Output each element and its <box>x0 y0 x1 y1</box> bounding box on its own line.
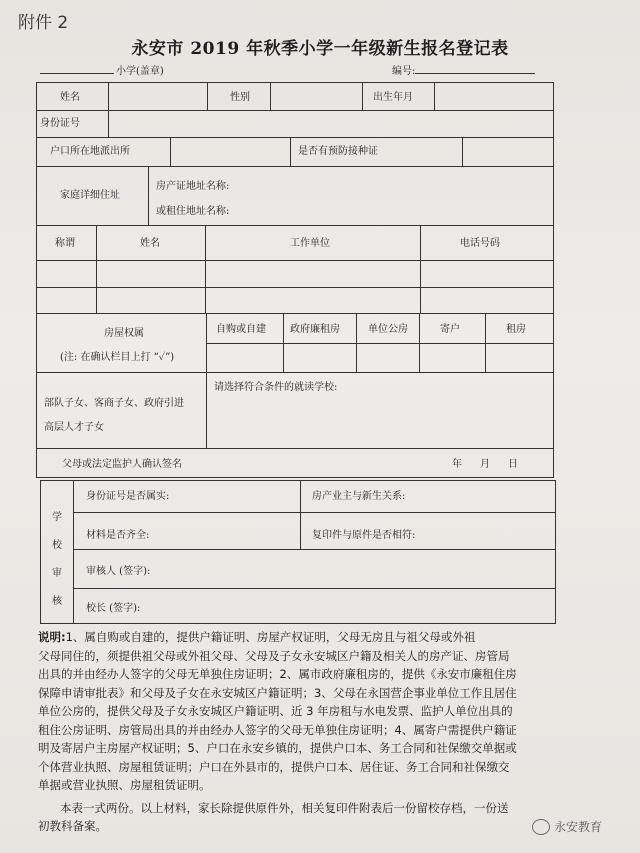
notes-footer-2: 初教科备案。 <box>38 819 107 833</box>
housing-check-rent[interactable] <box>487 345 551 370</box>
notes-line-1: 说明:1、属自购或自建的，提供户籍证明、房屋产权证明，父母无房且与祖父母或外祖 <box>38 630 476 644</box>
family-col-work: 工作单位 <box>290 238 330 249</box>
special-choose-label: 请选择符合条件的就读学校: <box>214 382 338 393</box>
guardian-day: 日 <box>508 459 518 470</box>
housing-check-lodge[interactable] <box>421 345 483 370</box>
review-principal-label: 校长 (签字): <box>86 603 141 614</box>
guardian-signature-label: 父母或法定监护人确认签名 <box>62 459 182 470</box>
guardian-month: 月 <box>480 459 490 470</box>
watermark <box>532 818 602 835</box>
housing-option-lowrent: 政府廉租房 <box>290 324 340 335</box>
id-number-field[interactable] <box>110 112 550 135</box>
name-field[interactable] <box>110 84 205 108</box>
annex-label: 附件 2 <box>18 13 69 33</box>
notes-block <box>38 628 598 836</box>
housing-hint: (注: 在确认栏目上打 “✓”) <box>60 352 175 363</box>
housing-option-own: 自购或自建 <box>216 324 266 335</box>
notes-line-6: 租住公房证明、房管局出具的并由经办人签字的父母无单独住房证明；4、属寄户需提供户籍证 <box>38 722 517 737</box>
school-suffix: 小学(盖章) <box>116 66 164 77</box>
name-label: 姓名 <box>60 92 80 103</box>
notes-line-3: 出具的并由经办人签字的父母无单独住房证明；2、属市政府廉租房的，提供《永安市廉租住房 <box>38 667 517 681</box>
review-id-true-label: 身份证号是否属实: <box>86 491 170 502</box>
notes-line-4: 保障申请审批表》和父母及子女在永安城区户籍证明；3、父母在永国营企事业单位工作且居住 <box>38 685 517 700</box>
gender-field[interactable] <box>272 84 360 108</box>
police-station-label: 户口所在地派出所 <box>50 146 130 157</box>
wechat-icon <box>532 819 550 835</box>
notes-line-8: 个体营业执照、房屋租赁证明；户口在外县市的，提供户口本、居住证、务工合同和社保缴交 <box>38 759 510 774</box>
family-col-name: 姓名 <box>140 238 160 249</box>
review-complete-label: 材料是否齐全: <box>86 530 150 541</box>
review-owner-relation-label: 房产业主与新生关系: <box>312 491 406 502</box>
housing-option-rent: 租房 <box>506 324 526 335</box>
number-label: 编号: <box>392 66 416 77</box>
family-row-1[interactable] <box>38 262 552 285</box>
housing-option-lodge: 寄户 <box>440 324 460 335</box>
notes-line-5: 单位公房的，提供父母及子女永安城区户籍证明、近 3 年房租与水电发票、监护人单位出具的 <box>38 704 513 718</box>
special-label-2: 高层人才子女 <box>44 422 104 433</box>
review-side-4: 核 <box>52 596 62 607</box>
family-row-2[interactable] <box>38 289 552 311</box>
guardian-signature-field[interactable] <box>220 451 440 475</box>
birth-field[interactable] <box>436 84 551 108</box>
property-address-label: 房产证地址名称: <box>156 181 230 192</box>
form-title: 永安市 2019 年秋季小学一年级新生报名登记表 <box>131 39 509 59</box>
home-address-label: 家庭详细住址 <box>60 190 120 201</box>
notes-line-9: 单据或营业执照、房屋租赁证明。 <box>38 778 211 792</box>
review-side-2: 校 <box>52 540 62 551</box>
police-station-field[interactable] <box>172 139 288 164</box>
family-col-phone: 电话号码 <box>460 238 500 249</box>
housing-check-lowrent[interactable] <box>285 345 354 370</box>
guardian-year: 年 <box>452 459 462 470</box>
vaccination-field[interactable] <box>464 139 550 164</box>
housing-option-unit: 单位公房 <box>368 324 408 335</box>
review-copy-match-label: 复印件与原件是否相符: <box>312 530 416 541</box>
vaccination-label: 是否有预防接种证 <box>298 146 378 157</box>
housing-check-own[interactable] <box>208 345 281 370</box>
rent-address-label: 或租住地址名称: <box>156 206 230 217</box>
notes-heading: 说明: <box>38 630 66 644</box>
notes-line-2: 父母同住的，须提供祖父母或外祖父母、父母及子女永安城区户籍及相关人的房产证、房管局 <box>38 648 510 663</box>
watermark-text: 永安教育 <box>554 820 603 834</box>
review-side-1: 学 <box>52 512 62 523</box>
family-col-relation: 称谓 <box>55 238 75 249</box>
notes-line-7: 明及寄居户主房屋产权证明；5、户口在永安乡镇的，提供户口本、务工合同和社保缴交单据或 <box>38 741 517 755</box>
birth-label: 出生年月 <box>373 92 413 103</box>
housing-check-unit[interactable] <box>358 345 417 370</box>
housing-label: 房屋权属 <box>104 328 144 339</box>
review-reviewer-label: 审核人 (签字): <box>86 566 151 577</box>
notes-footer-1: 本表一式两份。以上材料，家长除提供原件外，相关复印件附表后一份留校存档，一份送 <box>60 800 509 815</box>
special-label-1: 部队子女、客商子女、政府引进 <box>44 398 184 409</box>
id-number-label: 身份证号 <box>40 118 80 129</box>
gender-label: 性别 <box>230 92 250 103</box>
review-side-3: 审 <box>52 568 62 579</box>
